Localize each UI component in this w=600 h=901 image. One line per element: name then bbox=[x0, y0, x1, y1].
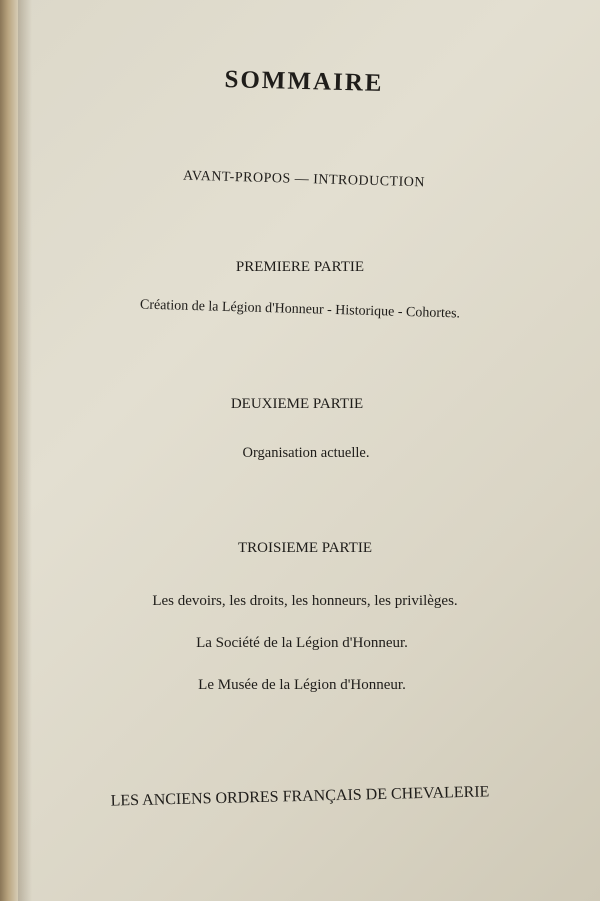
part-3-entry-1: Les devoirs, les droits, les honneurs, les privilèges. bbox=[152, 593, 458, 609]
part-2-heading: DEUXIEME PARTIE bbox=[230, 396, 364, 412]
part-2-entry-1: Organisation actuelle. bbox=[242, 445, 370, 461]
part-1-entry-1: Création de la Légion d'Honneur - Historique - Cohortes. bbox=[139, 297, 461, 322]
part-3-entry-3: Le Musée de la Légion d'Honneur. bbox=[198, 677, 406, 693]
part-3-entry-2: La Société de la Légion d'Honneur. bbox=[196, 635, 408, 651]
page-title: SOMMAIRE bbox=[224, 66, 384, 97]
closing-heading: LES ANCIENS ORDRES FRANÇAIS DE CHEVALERIE bbox=[110, 783, 490, 810]
intro-heading: AVANT-PROPOS — INTRODUCTION bbox=[182, 168, 426, 191]
part-3-heading: TROISIEME PARTIE bbox=[238, 540, 372, 556]
part-1-heading: PREMIERE PARTIE bbox=[235, 259, 365, 275]
